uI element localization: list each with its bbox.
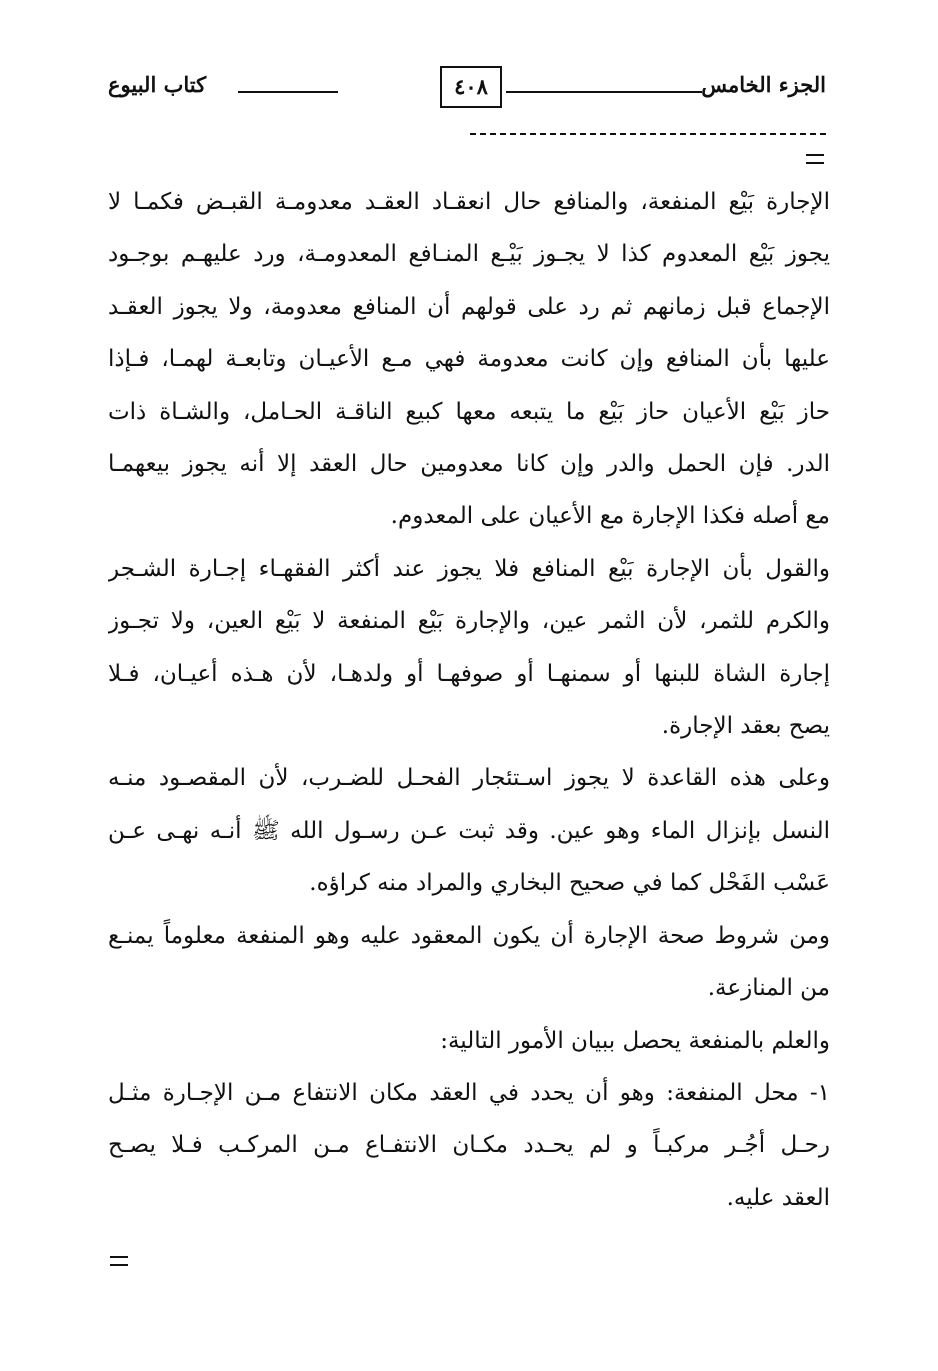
paragraph: [108, 1015, 830, 1067]
text-line: رحـل أجُـر مركبـاً و لم يحـدد مكـان الانتفـاع مـن المركـب فـلا يصـح: [108, 1132, 830, 1159]
double-line-mark-bottom: [110, 1256, 128, 1266]
text-line: والقول بأن الإجارة بَيْع المنافع فلا يجوز عند أكثر الفقهـاء إجـارة الشـجر: [108, 555, 830, 582]
running-header: [108, 66, 826, 116]
text-line: والعلم بالمنفعة يحصل ببيان الأمور التالية:: [440, 1027, 830, 1054]
text-line: الإجارة بَيْع المنفعة، والمنافع حال انعقـاد العقـد معدومـة القبـض فكمـا لا: [108, 189, 830, 215]
text-line: النسل بإنزال الماء وهو عين. وقد ثبت عـن رسـول الله ﷺ أنـه نهـى عـن: [108, 817, 830, 844]
text-line: حاز بَيْع الأعيان حاز بَيْع ما يتبعه معها كبيع الناقـة الحـامل، والشـاة ذات: [108, 398, 830, 425]
text-line: يجوز بَيْع المعدوم كذا لا يجـوز بَيْـع المنـافع المعدومـة، ورد عليهـم بوجـود: [108, 241, 830, 268]
text-line: إجارة الشاة للبنها أو سمنهـا أو صوفهـا أو ولدهـا، لأن هـذه أعيـان، فـلا: [108, 660, 830, 687]
dashed-separator: [470, 133, 826, 135]
header-rule-left: [238, 91, 338, 93]
text-line: الإجماع قبل زمانهم ثم رد على قولهم أن المنافع معدومة، ولا يجوز العقـد: [108, 293, 830, 320]
text-line: ١- محل المنفعة: وهو أن يحدد في العقد مكان الانتفاع مـن الإجـارة مثـل: [108, 1079, 830, 1106]
text-line: وعلى هذه القاعدة لا يجوز اسـتئجار الفحـل للضـرب، لأن المقصـود منـه: [108, 765, 830, 792]
page-number: ٤٠٨: [440, 66, 502, 108]
text-line: الدر. فإن الحمل والدر وإن كانا معدومين حال العقد إلا أنه يجوز بيعهمـا: [108, 451, 830, 478]
text-line: عليها بأن المنافع وإن كانت معدومة فهي مـع الأعيـان وتابعـة لهمـا، فـإذا: [108, 346, 830, 373]
text-line: من المنازعة.: [707, 975, 830, 1002]
double-line-mark-top: [806, 154, 824, 164]
text-line: ومن شروط صحة الإجارة أن يكون المعقود عليه وهو المنفعة معلوماً يمنـع: [108, 922, 830, 949]
body-text: [108, 176, 830, 1224]
text-line: مع أصله فكذا الإجارة مع الأعيان على المعدوم.: [390, 503, 830, 530]
text-line: العقد عليه.: [726, 1184, 830, 1211]
paragraph: [108, 543, 830, 753]
book-title: كتاب البيوع: [108, 72, 207, 97]
paragraph: [108, 1067, 830, 1224]
text-line: والكرم للثمر، لأن الثمر عين، والإجارة بَيْع المنفعة لا بَيْع العين، ولا تجـوز: [108, 608, 830, 635]
header-rule-right: [506, 91, 702, 93]
paragraph: [108, 176, 830, 543]
paragraph: [108, 910, 830, 1015]
paragraph: [108, 752, 830, 909]
text-line: يصح بعقد الإجارة.: [661, 713, 830, 740]
volume-label: الجزء الخامس: [701, 72, 826, 97]
text-line: عَسْب الفَحْل كما في صحيح البخاري والمراد منه كراؤه.: [309, 870, 830, 897]
